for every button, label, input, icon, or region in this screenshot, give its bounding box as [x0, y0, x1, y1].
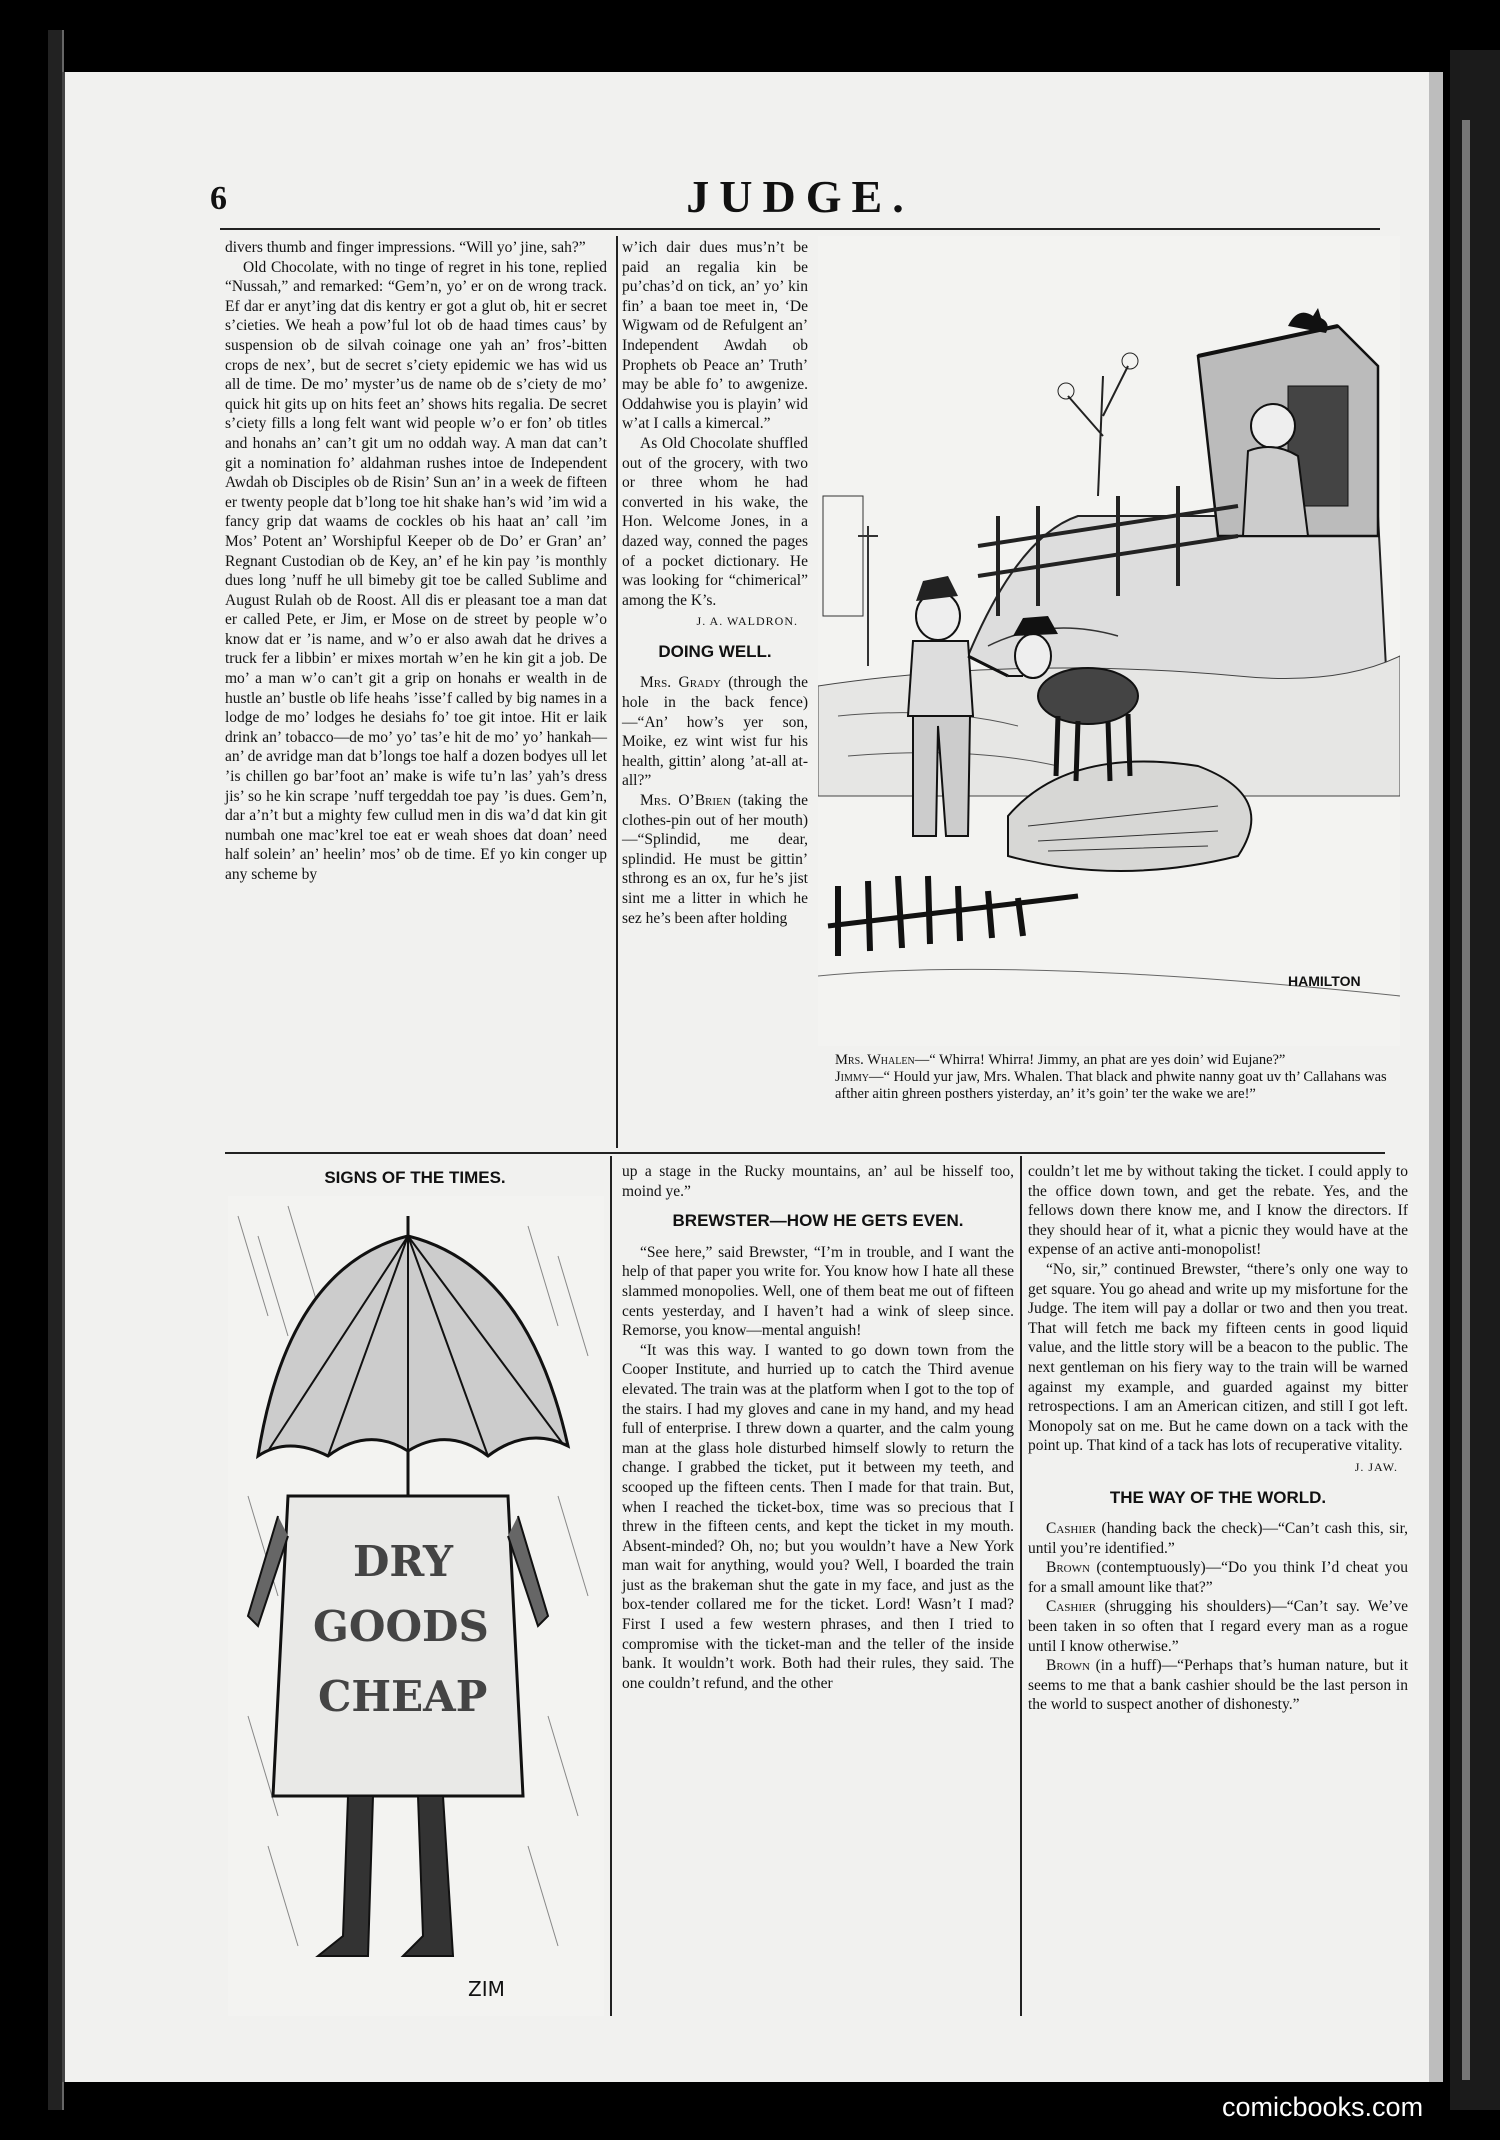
paragraph: “See here,” said Brewster, “I’m in trouble, and I want the help of that paper you write for. You know how I hate all these slammed monopolies. Well, one of them beat me out of fifteen cents yesterday, and I haven’t had a wink of sleep since. Remorse, you know—mental anguish!	[622, 1243, 1014, 1340]
dialogue: —“ Whirra! Whirra! Jimmy, an phat are yes doin’ wid Eujane?”	[914, 1052, 1286, 1068]
book-spine-edge	[1462, 120, 1470, 2080]
paragraph: Old Chocolate, with no tinge of regret in his tone, replied “Nussah,” and remarked: “Gem’n, yo’ er on de wrong track. Ef dar er anyt’ing dat dis kentry er got a glut ob, hit er secret s’cieties. We heah a pow’ful lot ob de haad times caus’ by suspension ob de silvah coinage one yah an’ fros’-bitten crops de nex’, but de secret s’ciety epidemic we has wid us all de time. De mo’ myster’us de name ob de s’ciety de mo’ quick hit gits up on hits feet an’ shows hits regalia. De secret s’ciety fills a long felt want wid people w’o er fon’ ob titles and honahs an’ can’t git um no oddah way. A man dat can’t git a nomination fo’ aldahman rushes intoe de Independent Awdah ob Disciples ob de Risin’ Sun an’ in a week de fifteen er twenty people dat b’long toe hit shake han’s wid ’im wid a fancy grip dat waams de cockles ob his haat an’ call ’im Mos’ Potent an’ Worshipful Keeper ob de Do’ er Gran’ an’ Regnant Custodian ob de Key, an’ ef he kin pay ’is monthly dues long ’nuff he ull bimeby git toe be called Sublime and August Rulah ob de Roost. All dis er pleasant toe a man dat er called Pete, er Jim, er Mose on de street by people w’o know dat er ’is name, and w’o er also awah dat he drives a truck fer a libbin’ er mixes mortah w’en he kin git a job. De mo’ a man w’o can’t git a grip on honahs er wealth in de hustle an’ bustle ob life heahs ’isse’f called by big names in a lodge de mo’ lodges he desiahs fo’ toe git intoe. Hit er laik drink an’ tobacco—de mo’ yo’ tas’e hit de mo’ yo’ hankah—an’ de avridge man dat b’longs toe half a dozen bodyes ull let ’is chillen go bar’foot an’ make is wife tu’n las’ yah’s dress jis’ so he kin scrape ’nuff tergeddah toe pay ’is dues. Gem’n, dar a’n’t but a mighty few cullud men in dis wa’d dat kin git numbah one mac’krel toe eat er weah shoes dat doan’ need half solein’ an’ heelin’ mos’ ob de time. Ef yo kin conger up any scheme by	[225, 258, 607, 883]
masthead-title: JUDGE.	[686, 171, 914, 222]
artist-signature: HAMILTON	[1288, 973, 1361, 989]
dialogue: (contemptuously)—“Do you think I’d cheat you for a small amount like that?”	[1028, 1559, 1408, 1596]
column-4-text	[1028, 1162, 1408, 1715]
goat-cartoon-illustration	[818, 236, 1400, 1046]
column-3-text	[622, 1162, 1014, 1693]
article-heading: THE WAY OF THE WORLD.	[1109, 1487, 1327, 1507]
byline: J. A. WALDRON.	[696, 614, 798, 629]
dialogue: (through the hole in the back fence)—“An’ how’s yer son, Moike, ez wint wist fur his health, gittin’ along ’at-all at-all?”	[622, 674, 808, 790]
column-divider	[1020, 1156, 1022, 2016]
page-number: 6	[210, 180, 227, 217]
dialogue: (in a huff)—“Perhaps that’s human nature, but it seems to me that a bank cashier should be the last person in the world to suspect another of dishonesty.”	[1028, 1657, 1408, 1714]
sign-text: GOODS	[313, 1602, 489, 1651]
paragraph: up a stage in the Rucky mountains, an’ aul be hisself too, moind ye.”	[622, 1163, 1014, 1200]
paragraph: “No, sir,” continued Brewster, “there’s only one way to get square. You go ahead and write up my misfortune for the Judge. The item will pay a dollar or two and then you treat. That will fetch me back my fifteen cents in good liquid value, and the little story will be a beacon to the public. The next gentleman on his fiery way to the train will be warned against my example, and guarded against my bitter retrospections. I am an American citizen, and still I got left. Monopoly sat on me. But he came down on a tack with the point up. That kind of a tack has lots of recuperative vitality.	[1028, 1260, 1408, 1455]
article-heading: BREWSTER—HOW HE GETS EVEN.	[672, 1211, 964, 1231]
paragraph: couldn’t let me by without taking the ticket. I could apply to the office down town, and get the rebate. Yes, and the fellows down there know me, and I know the directors. If they should hear of it, what a picnic they would have at the expense of an active anti-monopolist!	[1028, 1163, 1408, 1259]
speaker-name: Cashier	[1046, 1520, 1097, 1538]
speaker-name: Mrs. Grady	[640, 674, 721, 692]
speaker-name: Cashier	[1046, 1598, 1097, 1616]
article-heading: DOING WELL.	[658, 641, 772, 661]
column-divider	[610, 1156, 612, 2016]
dialogue: (shrugging his shoulders)—“Can’t say. We’ve been taken in so often that I regard every man as a rogue until I know otherwise.”	[1028, 1598, 1408, 1655]
watermark: comicbooks.com	[1222, 2092, 1424, 2122]
artist-signature: ZIM	[468, 1977, 505, 2001]
sign-text: DRY	[353, 1537, 454, 1586]
cartoon-caption	[835, 1052, 1405, 1103]
paragraph: divers thumb and finger impressions. “Will yo’ jine, sah?”	[225, 239, 586, 256]
section-rule	[225, 1152, 1385, 1154]
paragraph: As Old Chocolate shuffled out of the grocery, with two or three whom he had converted in his wake, the Hon. Welcome Jones, in a dazed way, conned the pages of a pocket dictionary. He was looking for “chimerical” among the K’s.	[622, 434, 808, 609]
dialogue: —“ Hould yur jaw, Mrs. Whalen. That black and phwite nanny goat uv th’ Callahans was afther aitin ghreen posthers yisterday, an’ it’s goin’ ter the wake we are!”	[835, 1069, 1387, 1102]
speaker-name: Jimmy	[835, 1069, 869, 1085]
dialogue: (handing back the check)—“Can’t cash this, sir, until you’re identified.”	[1028, 1520, 1408, 1557]
masthead-rule	[220, 228, 1380, 230]
paragraph: w’ich dair dues mus’n’t be paid an regalia kin be pu’chas’d on tick, an’ yo’ kin fin’ a baan toe meet in, ‘De Wigwam od de Refulgent an’ Independent Awdah ob Prophets ob Peace an’ Truth’ may be able fo’ to awgenize. Oddahwise you is playin’ wid w’at I calls a kimercal.”	[622, 239, 808, 433]
sign-text: CHEAP	[318, 1672, 488, 1721]
speaker-name: Brown	[1046, 1559, 1090, 1577]
dialogue: (taking the clothes-pin out of her mouth)—“Splindid, me dear, splindid. He must be gittin’ sthrong es an ox, fur he’s jist sint me a litter in which he sez he’s been after holding	[622, 792, 809, 927]
speaker-name: Mrs. Whalen	[835, 1052, 915, 1068]
paragraph: “It was this way. I wanted to go down town from the Cooper Institute, and hurried up to catch the Third avenue elevated. The train was at the platform when I got to the top of the stairs. I had my gloves and cane in my hand, and my head full of enterprise. I threw down a quarter, and the calm young man at the glass hole disturbed himself slowly to return the change. I grabbed the ticket, put it between my teeth, and scooped up the fifteen cents. Then I made for that train. But, when I reached the ticket-box, time was so precious that I threw in the fifteen cents, and kept the ticket in my mouth. Absent-minded? Oh, no; but you wouldn’t have a New York man wait for anything, would you? Well, I boarded the train just as the brakeman shut the gate in my face, and just as the box-tender collared me for the ticket. Lord! Wasn’t I mad? First I used a few western phrases, and then I tried to compromise with the ticket-man and the teller of the inside bank. It wouldn’t work. Both had their rules, they said. The one couldn’t refund, and the other	[622, 1341, 1014, 1692]
byline: J. JAW.	[1354, 1459, 1398, 1474]
speaker-name: Brown	[1046, 1657, 1090, 1675]
umbrella-sandwich-man-cartoon	[228, 1196, 604, 2016]
book-spine	[1450, 50, 1500, 2110]
column-1-text	[225, 238, 607, 885]
cartoon-title: SIGNS OF THE TIMES.	[324, 1168, 506, 1187]
column-divider	[616, 236, 618, 1148]
column-2-text	[622, 238, 808, 928]
speaker-name: Mrs. O’Brien	[640, 792, 731, 810]
